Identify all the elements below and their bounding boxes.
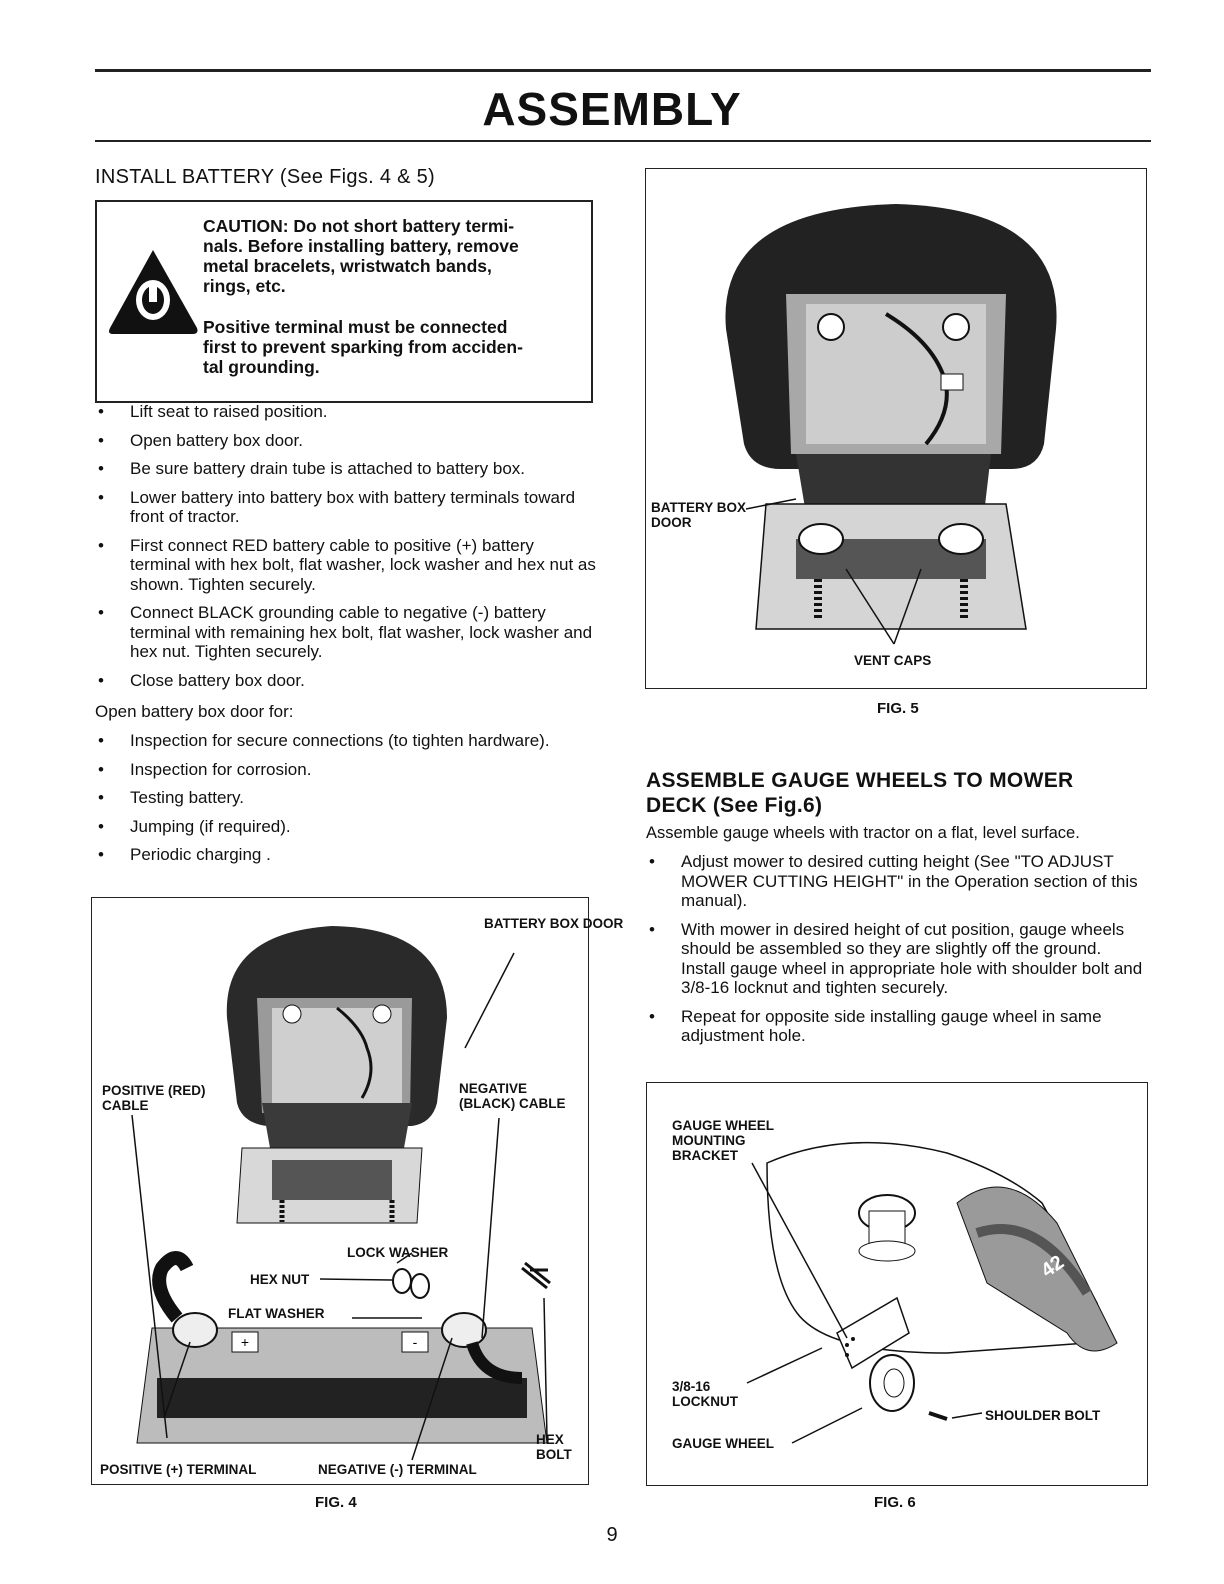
fig5-vent-caps-label: VENT CAPS [854,653,932,668]
fig6-locknut-label: 3/8-16 LOCKNUT [672,1379,738,1409]
list-item: • Inspection for corrosion. [95,760,597,780]
fig6-box [646,1082,1148,1486]
fig5-illustration [646,169,1148,690]
fig4-box [91,897,624,1485]
install-battery-heading: INSTALL BATTERY (See Figs. 4 & 5) [95,166,436,188]
fig4-battery-box-door-label: BATTERY BOX DOOR [484,916,624,931]
list-item: • Connect BLACK grounding cable to negative (-) battery terminal with remaining hex bolt, flat washer, lock washer and hex nut. Tighten securely. [95,603,597,662]
svg-text:-: - [412,1334,418,1350]
fig4-caption: FIG. 4 [315,1494,357,1511]
top-rule [95,69,1151,72]
fig5-battery-box-door-label: BATTERY BOX DOOR [651,500,747,530]
title-rule [95,140,1151,142]
fig4-negative-cable-label: NEGATIVE (BLACK) CABLE [459,1081,566,1111]
fig6-bracket-label: GAUGE WHEEL MOUNTING BRACKET [672,1118,775,1163]
list-item: • Jumping (if required). [95,817,597,837]
list-item: • Lower battery into battery box with battery terminals toward front of tractor. [95,488,597,527]
caution-text-positive: Positive terminal must be connected first to prevent sparking from acciden- tal grounding. [203,317,523,377]
fig6-deck-mark: 42 [1037,1251,1069,1283]
fig5-box [645,168,1147,689]
list-item: • Testing battery. [95,788,597,808]
gauge-intro: Assemble gauge wheels with tractor on a flat, level surface. [646,824,1080,842]
fig4-negative-terminal-label: NEGATIVE (-) TERMINAL [318,1462,477,1477]
open-for-list [95,731,597,874]
fig4-positive-terminal-label: POSITIVE (+) TERMINAL [100,1462,257,1477]
list-item: • First connect RED battery cable to positive (+) battery terminal with hex bolt, flat washer, lock washer and hex nut as shown. Tighten securely. [95,536,597,595]
list-item: • Be sure battery drain tube is attached to battery box. [95,459,597,479]
page-title: ASSEMBLY [482,83,742,135]
fig4-illustration [92,898,624,1486]
list-item: • Periodic charging . [95,845,597,865]
fig6-shoulder-bolt-label: SHOULDER BOLT [985,1408,1101,1423]
caution-text: CAUTION: Do not short battery termi- nals. Before installing battery, remove metal bracelets, wristwatch bands, rings, etc. [203,216,519,296]
fig5-caption: FIG. 5 [877,700,919,717]
fig6-caption: FIG. 6 [874,1494,916,1511]
list-item: • Adjust mower to desired cutting height (See "TO ADJUST MOWER CUTTING HEIGHT" in the Operation section of this manual). [646,852,1148,911]
fig4-flat-washer-label: FLAT WASHER [228,1306,325,1321]
list-item: • Close battery box door. [95,671,597,691]
list-item: • Open battery box door. [95,431,597,451]
fig4-hex-nut-label: HEX NUT [250,1272,310,1287]
list-item: • With mower in desired height of cut position, gauge wheels should be assembled so they are slightly off the ground. Install gauge wheel in appropriate hole with shoulder bolt and 3/8-16 locknut and tighten securely. [646,920,1148,998]
list-item: • Inspection for secure connections (to tighten hardware). [95,731,597,751]
fig4-lock-washer-label: LOCK WASHER [347,1245,449,1260]
list-item: • Repeat for opposite side installing gauge wheel in same adjustment hole. [646,1007,1148,1046]
gauge-steps-list [646,852,1148,1055]
gauge-heading: ASSEMBLE GAUGE WHEELS TO MOWER DECK (See Fig.6) [646,769,1074,817]
open-for-text: Open battery box door for: [95,702,294,721]
fig4-hex-bolt-label: HEX BOLT [536,1432,572,1462]
svg-text:+: + [240,1334,250,1350]
list-item: • Lift seat to raised position. [95,402,597,422]
fig6-gauge-wheel-label: GAUGE WHEEL [672,1436,775,1451]
battery-steps-list [95,402,597,699]
page-number: 9 [606,1524,618,1546]
fig4-positive-cable-label: POSITIVE (RED) CABLE [102,1083,206,1113]
